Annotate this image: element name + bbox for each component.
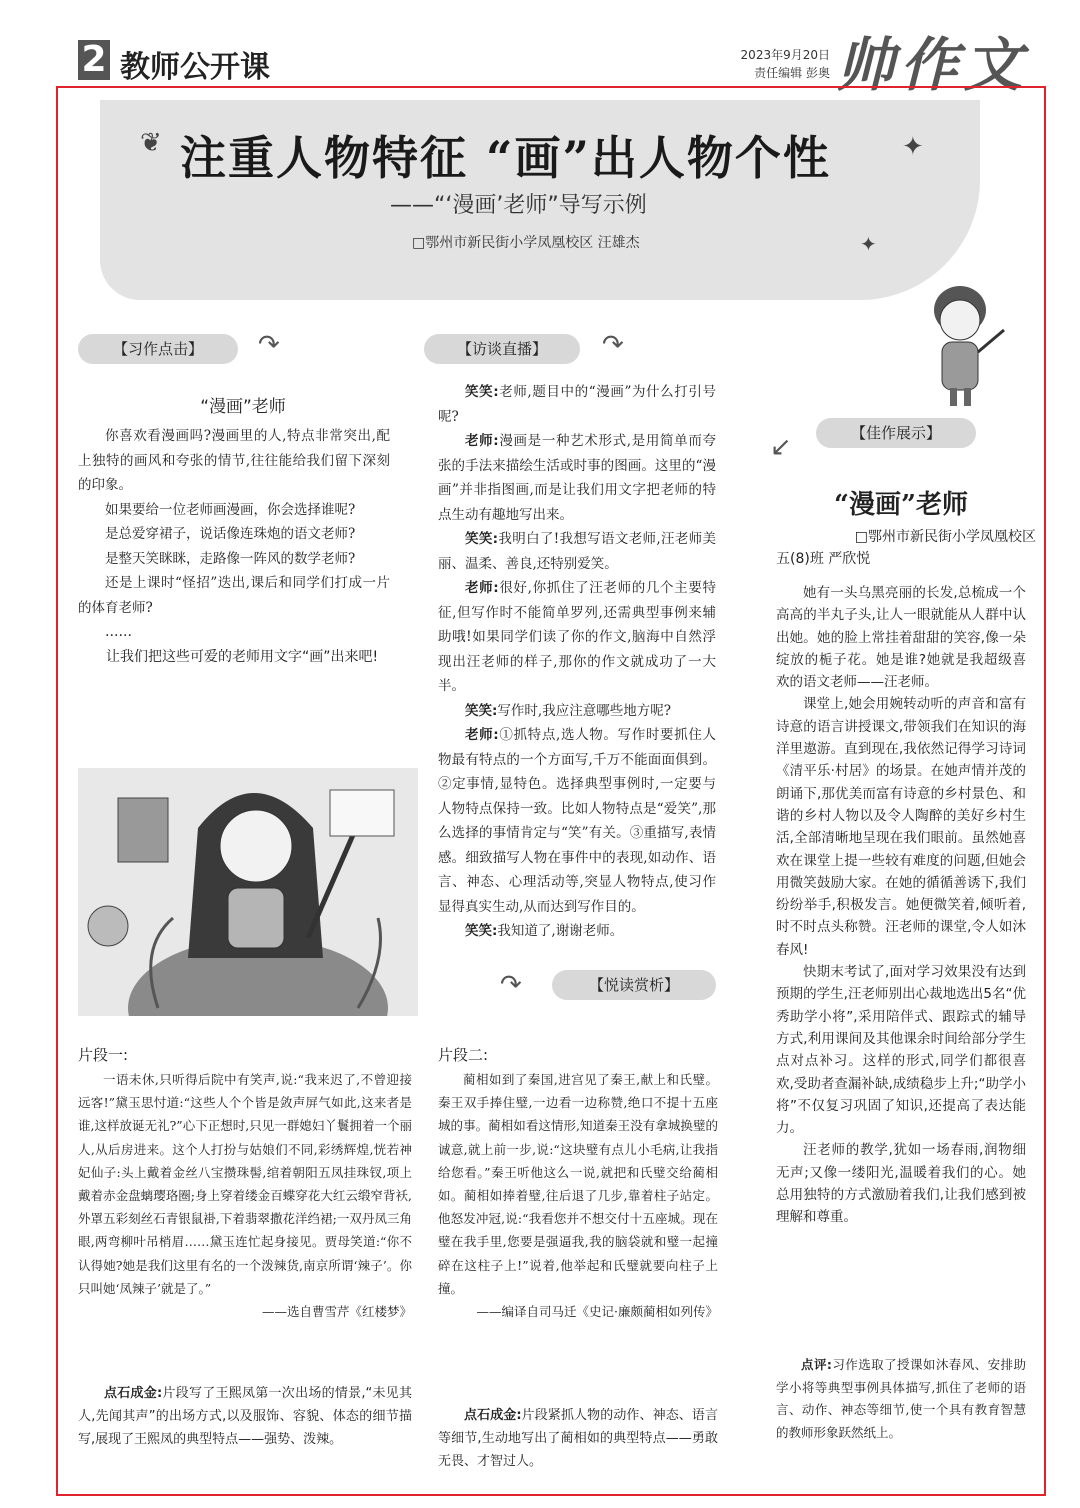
editor-line: 责任编辑 彭奥 — [754, 66, 830, 80]
girl-teacher-illustration — [78, 768, 418, 1016]
jiazuo-title: “漫画”老师 — [834, 490, 968, 520]
dianji-title: “漫画”老师 — [200, 397, 286, 417]
interview-line — [438, 429, 716, 527]
leg — [964, 388, 971, 406]
sparkle-icon: ✦ — [860, 232, 877, 256]
tag-dianji: 【习作点击】 — [78, 334, 238, 364]
interview-line — [438, 527, 716, 576]
pianduan1-text: 一语未休,只听得后院中有笑声,说:“我来迟了,不曾迎接远客!”黛玉思忖道:“这些人个个皆是敛声屏气如此,这来者是谁,这样放诞无礼?”心下正想时,只见一群媳妇丫鬟拥着一个丽人,从后房进来。这个人打扮与姑娘们不同,彩绣辉煌,恍若神妃仙子:头上戴着金丝八宝攒珠髻,绾着朝阳五凤挂珠钗,项上戴着赤金盘螭璎珞圈;身上穿着缕金百蝶穿花大红云缎窄背袄,外罩五彩刻丝石青银鼠褂,下着翡翠撒花洋绉裙;一双丹凤三角眼,两弯柳叶吊梢眉……黛玉连忙起身接见。贾母笑道:“你不认得她?她是我们这里有名的一个泼辣货,南京所谓‘辣子’。你只叫她‘凤辣子’就是了。” — [78, 1072, 412, 1296]
comment-label: 点石成金: — [464, 1408, 522, 1423]
article-byline: □鄂州市新民街小学凤凰校区 汪雄杰 — [412, 235, 640, 251]
sparkle-icon: ✦ — [902, 132, 924, 162]
interview-line — [438, 723, 716, 919]
leaf-icon: ❦ — [140, 128, 162, 158]
pianduan2-source: ——编译自司马迁《史记·廉颇蔺相如列传》 — [476, 1304, 718, 1320]
curved-arrow-icon: ↙ — [770, 432, 792, 462]
dianji-paragraph: 还是上课时“怪招”迭出,课后和同学们打成一片的体育老师? — [78, 575, 390, 616]
face — [220, 810, 292, 882]
speaker: 老师: — [465, 433, 499, 449]
globe — [88, 906, 128, 946]
dianji-paragraph: …… — [105, 624, 132, 640]
pianduan1-source: ——选自曹雪芹《红楼梦》 — [261, 1304, 412, 1320]
article-title: 注重人物特征 “画”出人物个性 — [180, 131, 831, 185]
page-number: 2 — [78, 40, 110, 80]
jiazuo-paragraph: 她有一头乌黑亮丽的长发,总梳成一个高高的半丸子头,让人一眼就能从人群中认出她。她的脸上常挂着甜甜的笑容,像一朵绽放的栀子花。她是谁?她就是我超级喜欢的语文老师——汪老师。 — [776, 585, 1026, 691]
speaker: 笑笑: — [465, 923, 498, 939]
pianduan2-label: 片段二: — [438, 1046, 489, 1064]
dianji-closing: 让我们把这些可爱的老师用文字“画”出来吧! — [106, 648, 379, 665]
jiazuo-comment — [776, 1354, 1026, 1444]
interview-line — [438, 699, 716, 724]
tag-jiazuo: 【佳作展示】 — [816, 418, 976, 448]
dianji-paragraph: 是总爱穿裙子，说话像连珠炮的语文老师? — [105, 526, 356, 542]
pianduan2-text: 蔺相如到了秦国,进宫见了秦王,献上和氏璧。秦王双手捧住璧,一边看一边称赞,绝口不提十五座城的事。蔺相如看这情形,知道秦王没有拿城换璧的诚意,就上前一步,说:“这块璧有点儿小毛病,让我指给您看。”秦王听他这么一说,就把和氏璧交给蔺相如。蔺相如捧着璧,往后退了几步,靠着柱子站定。他怒发冲冠,说:“我看您并不想交付十五座城。现在璧在我手里,您要是强逼我,我的脑袋就和璧一起撞碎在这柱子上!”说着,他举起和氏璧就要向柱子上撞。 — [438, 1072, 718, 1296]
comment-label: 点石成金: — [104, 1386, 163, 1401]
curved-arrow-icon: ↷ — [500, 970, 522, 1000]
bodice — [228, 888, 284, 948]
pianduan2-comment — [438, 1404, 718, 1473]
article-subtitle: ——“‘漫画’老师”导写示例 — [390, 193, 647, 218]
leg — [950, 388, 957, 406]
pointer-stick — [978, 330, 1004, 352]
interview-line — [438, 919, 716, 944]
jiazuo-paragraph: 快期末考试了,面对学习效果没有达到预期的学生,汪老师别出心裁地选出5名“优秀助学小将”,采用陪伴式、跟踪式的辅导方式,利用课间及其他课余时间给部分学生点对点补习。这样的形式,同学们都很喜欢,受助者查漏补缺,成绩稳步上升;“助学小将”不仅复习巩固了知识,还提高了表达能力。 — [776, 964, 1026, 1137]
comment-text: 习作选取了授课如沐春风、安排助学小将等典型事例具体描写,抓住了老师的语言、动作、神态等细节,使一个具有教育智慧的教师形象跃然纸上。 — [776, 1357, 1026, 1440]
dianji-paragraph: 是整天笑眯眯，走路像一阵风的数学老师? — [105, 550, 356, 567]
line-text: 老师,题目中的“漫画”为什么打引号呢? — [438, 384, 716, 425]
jiazuo-body — [776, 582, 1026, 1229]
brand-logo: 帅作文 — [836, 31, 1029, 99]
comment-paragraph — [78, 1382, 412, 1451]
teacher-cartoon — [912, 280, 1012, 410]
line-text: 很好,你抓住了汪老师的几个主要特征,但写作时不能简单罗列,还需典型事例来辅助哦!如果同学们读了你的作文,脑海中自然浮现出汪老师的样子,那你的作文就成功了一大半。 — [438, 580, 716, 694]
comment-label: 点评: — [801, 1357, 832, 1372]
author-school: □鄂州市新民街小学凤凰校区 — [854, 529, 1036, 545]
curved-arrow-icon: ↷ — [258, 330, 280, 360]
pianduan1-body — [78, 1068, 412, 1323]
author-class: 五(8)班 严欣悦 — [776, 551, 871, 567]
book — [118, 798, 168, 862]
speaker: 笑笑: — [465, 384, 499, 400]
dianji-paragraph: 如果要给一位老师画漫画，你会选择谁呢? — [105, 501, 356, 518]
speaker: 笑笑: — [465, 531, 499, 547]
speaker: 老师: — [465, 580, 499, 596]
line-text: 我知道了,谢谢老师。 — [497, 923, 624, 939]
pianduan2-body — [438, 1068, 718, 1323]
fangtan-body — [438, 380, 716, 944]
comment-text: 片段写了王熙凤第一次出场的情景,“未见其人,先闻其声”的出场方式,以及服饰、容貌、体态的细节描写,展现了王熙凤的典型特点——强势、泼辣。 — [78, 1386, 412, 1447]
line-text: 我明白了!我想写语文老师,汪老师美丽、温柔、善良,还特别爱笑。 — [438, 531, 716, 572]
interview-line — [438, 380, 716, 429]
pianduan1-comment — [78, 1382, 412, 1451]
header-meta — [690, 46, 830, 82]
dianji-body — [78, 424, 390, 669]
comment-text: 片段紧抓人物的动作、神态、语言等细节,生动地写出了蔺相如的典型特点——勇敢无畏、才智过人。 — [438, 1408, 718, 1469]
body — [942, 342, 978, 390]
line-text: ①抓特点,选人物。写作时要抓住人物最有特点的一个方面写,千万不能面面俱到。②定事情,显特色。选择典型事例时,一定要与人物特点保持一致。比如人物特点是“爱笑”,那么选择的事情肯定与“笑”有关。③重描写,表情感。细致描写人物在事件中的表现,如动作、语言、神态、心理活动等,突显人物特点,使习作显得真实生动,从而达到写作目的。 — [438, 727, 716, 915]
issue-date: 2023年9月20日 — [740, 48, 830, 62]
pianduan1-label: 片段一: — [78, 1046, 129, 1064]
line-text: 漫画是一种艺术形式,是用简单而夸张的手法来描绘生活或时事的图画。这里的“漫画”并非指图画,而是让我们用文字把老师的特点生动有趣地写出来。 — [438, 433, 716, 523]
jiazuo-author — [776, 526, 1036, 570]
line-text: 写作时,我应注意哪些地方呢? — [497, 702, 671, 719]
comment-paragraph — [438, 1404, 718, 1473]
dianji-paragraph: 你喜欢看漫画吗?漫画里的人,特点非常突出,配上独特的画风和夸张的情节,往往能给我们留下深刻的印象。 — [78, 428, 390, 493]
open-book — [330, 790, 394, 836]
speaker: 老师: — [465, 727, 499, 743]
interview-line — [438, 576, 716, 699]
comment-paragraph — [776, 1354, 1026, 1444]
tag-fangtan: 【访谈直播】 — [424, 334, 580, 364]
tag-yuedu: 【悦读赏析】 — [552, 970, 716, 1000]
jiazuo-paragraph: 课堂上,她会用婉转动听的声音和富有诗意的语言讲授课文,带领我们在知识的海洋里遨游。直到现在,我依然记得学习诗词《清平乐·村居》的场景。在她声情并茂的朗诵下,那优美而富有诗意的乡村景色、和谐的乡村人物以及令人陶醉的美好乡村生活,全部清晰地呈现在我们眼前。虽然她喜欢在课堂上提一些较有难度的问题,但她会用微笑鼓励大家。在她的循循善诱下,我们纷纷举手,积极发言。她便微笑着,倾听着,时不时点头称赞。汪老师的课堂,令人如沐春风! — [776, 696, 1026, 958]
face — [940, 300, 980, 340]
curved-arrow-icon: ↷ — [602, 330, 624, 360]
section-name: 教师公开课 — [120, 50, 270, 85]
speaker: 笑笑: — [465, 702, 498, 719]
jiazuo-paragraph: 汪老师的教学,犹如一场春雨,润物细无声;又像一缕阳光,温暖着我们的心。她总用独特的方式激励着我们,让我们感到被理解和尊重。 — [776, 1142, 1026, 1226]
